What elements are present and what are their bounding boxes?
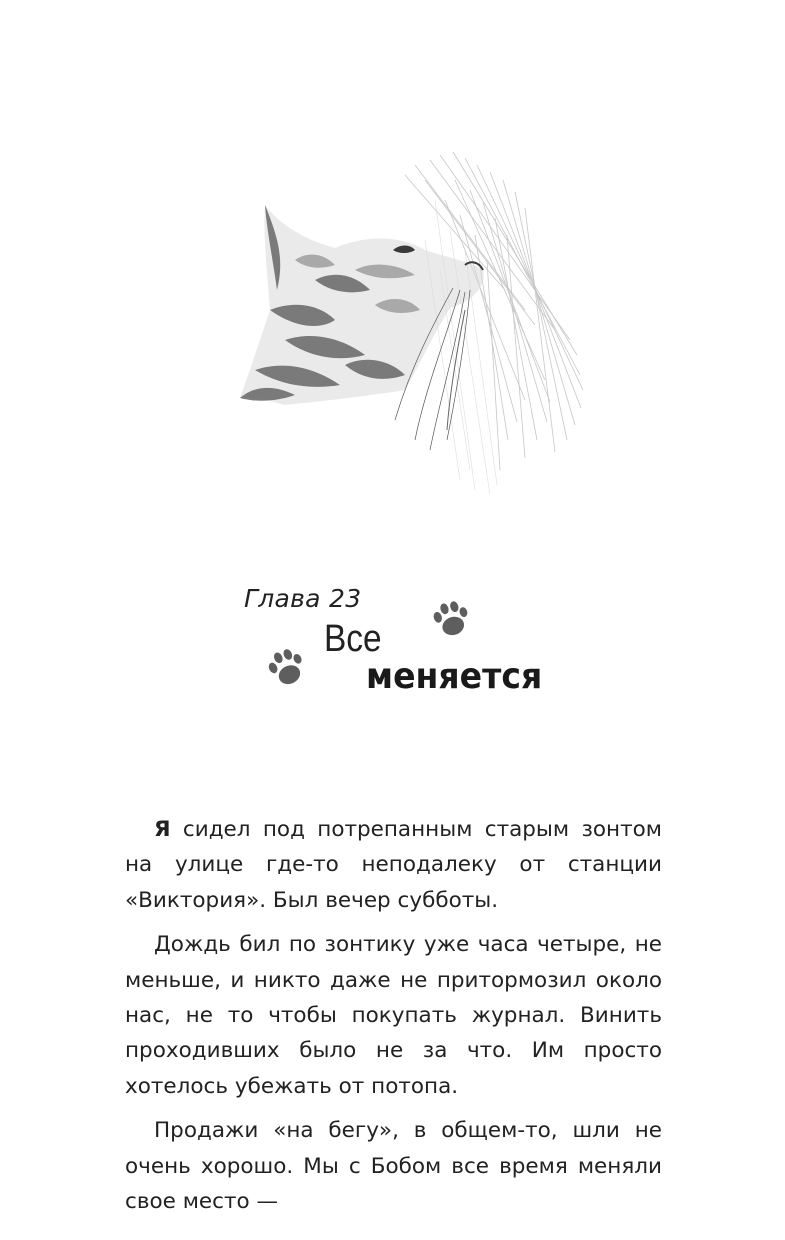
paragraph-text: сидел под потрепанным старым зонтом на улице где-то неподалеку от станции «Виктория». Был вечер субботы. (125, 817, 662, 913)
paragraph: Продажи «на бегу», в общем-то, шли не очень хорошо. Мы с Бобом все время меняли свое место — (125, 1118, 662, 1215)
paragraph: Дождь бил по зонтику уже часа четыре, не меньше, и никто даже не притормозил около нас, не то чтобы покупать журнал. Винить проходивших было не за что. Им просто хотелось убежать от потопа. (125, 932, 662, 1099)
chapter-title-line1: Все (324, 618, 382, 660)
chapter-number: Глава 23 (244, 584, 362, 613)
cat-head-sketch-icon (225, 140, 605, 510)
paragraph-lead-letter: Я (154, 817, 171, 842)
chapter-title-line2: меняется (366, 656, 543, 697)
chapter-body (125, 812, 662, 1219)
paragraph (125, 812, 662, 918)
paw-print-icon (264, 645, 310, 689)
paw-print-icon (429, 598, 475, 640)
